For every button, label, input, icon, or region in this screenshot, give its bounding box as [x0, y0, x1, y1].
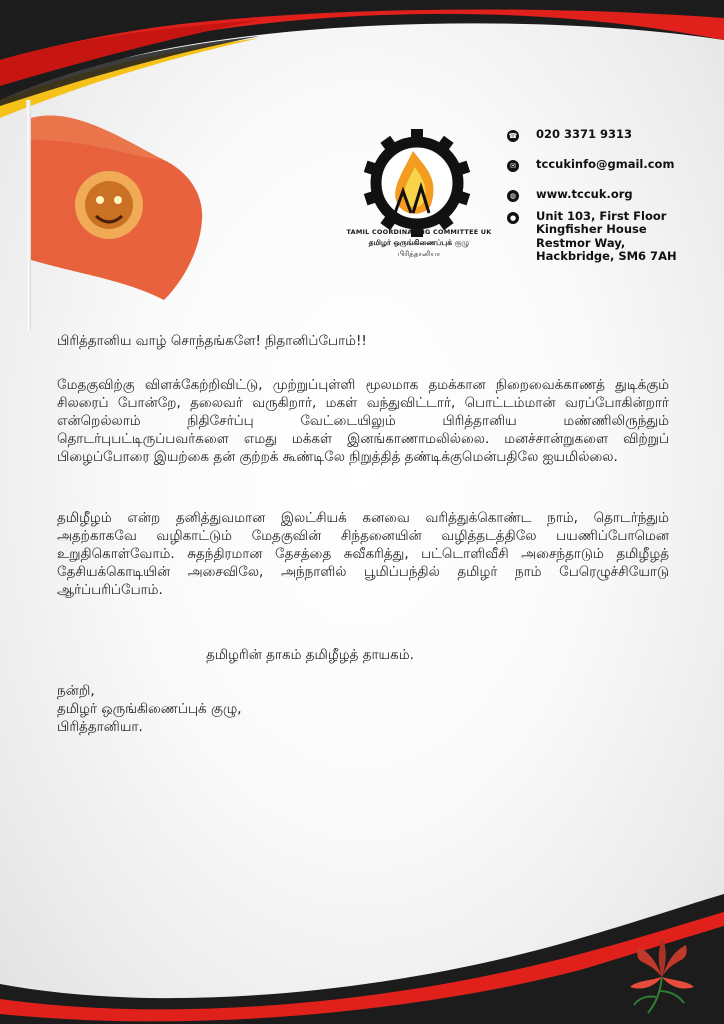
address-line: Kingfisher House [536, 222, 647, 237]
letter-paragraph-2: தமிழீழம் என்ற தனித்துவமான இலட்சியக் கனவை வரித்துக்கொண்ட நாம், தொடர்ந்தும் அதற்காகவே வழிகாட்டும் மேதகுவின் சிந்தனையின் வழித்தடத்திலே பயணிப்போமென உறுதிகொள்வோம். சுதந்திரமான தேசத்தை சுவீகரித்து, பட்டொளிவீசி அசைந்தாடும் தமிழீழத் தேசியக்கொடியின் அசைவிலே, அந்நாளில் பூமிப்பந்தில் தமிழர் நாம் பேரெழுச்சியோடு ஆர்ப்பரிப்போம். [57, 510, 669, 598]
letter-paragraph-1: மேதகுவிற்கு விளக்கேற்றிவிட்டு, முற்றுப்புள்ளி மூலமாக தமக்கான நிறைவைக்காணத் துடிக்கும் சிலரைப் போன்றே, தலைவர் வருகிறார், மகள் வந்துவிட்டார், பொட்டம்மான் வரப்போகின்றார் என்றெல்லாம் நிதிசேர்ப்பு வேட்டையிலும் பிரித்தானிய மண்ணிலிருந்தும் தொடர்புபட்டிருப்பவர்களை எமது மக்கள் இனங்காணாமலில்லை. மனச்சான்றுகளை விற்றுப் பிழைப்போரை இயற்கை தன் குற்றக் கூண்டிலே நிறுத்தித் தண்டிக்குமென்பதிலே ஐயமில்லை. [57, 377, 669, 465]
sign-off-thanks: நன்றி, [57, 683, 95, 699]
web-icon: ◍ [507, 190, 519, 202]
tcc-uk-gear-logo [362, 128, 472, 238]
tamil-eelam-flag-image [14, 100, 214, 330]
letter-slogan [0, 647, 724, 665]
address-line: Hackbridge, SM6 7AH [536, 248, 677, 263]
contact-website [507, 188, 633, 202]
website-link[interactable]: www.tccuk.org [536, 187, 633, 201]
contact-phone [507, 128, 632, 142]
contact-address [507, 210, 677, 263]
slogan-text: தமிழரின் தாகம் தமிழீழத் தாயகம். [206, 647, 414, 663]
location-icon: ● [507, 212, 519, 224]
letter-greeting: பிரித்தானிய வாழ் சொந்தங்களே! நிதானிப்போம்!! [57, 333, 367, 349]
footer-banner [0, 874, 724, 1024]
phone-number[interactable]: 020 3371 9313 [536, 127, 633, 141]
phone-icon: ☎ [508, 132, 518, 140]
email-icon: ✉ [507, 160, 519, 172]
contact-email [507, 158, 674, 172]
address-block [536, 210, 677, 263]
sign-off-country: பிரித்தானியா. [57, 719, 143, 735]
email-address[interactable]: tccukinfo@gmail.com [536, 157, 675, 171]
logo-name-tamil: தமிழர் ஒருங்கிணைப்புக் குழு [368, 238, 470, 247]
sign-off-organization: தமிழர் ஒருங்கிணைப்புக் குழு, [57, 701, 242, 717]
logo-country-tamil: பிரித்தானியா [397, 250, 441, 258]
kanthal-flower-icon [626, 937, 698, 1015]
address-line: Unit 103, First Floor [536, 209, 667, 223]
address-line: Restmor Way, [536, 235, 626, 250]
logo-name-english: TAMIL COORDINATING COMMITTEE UK [346, 228, 492, 236]
